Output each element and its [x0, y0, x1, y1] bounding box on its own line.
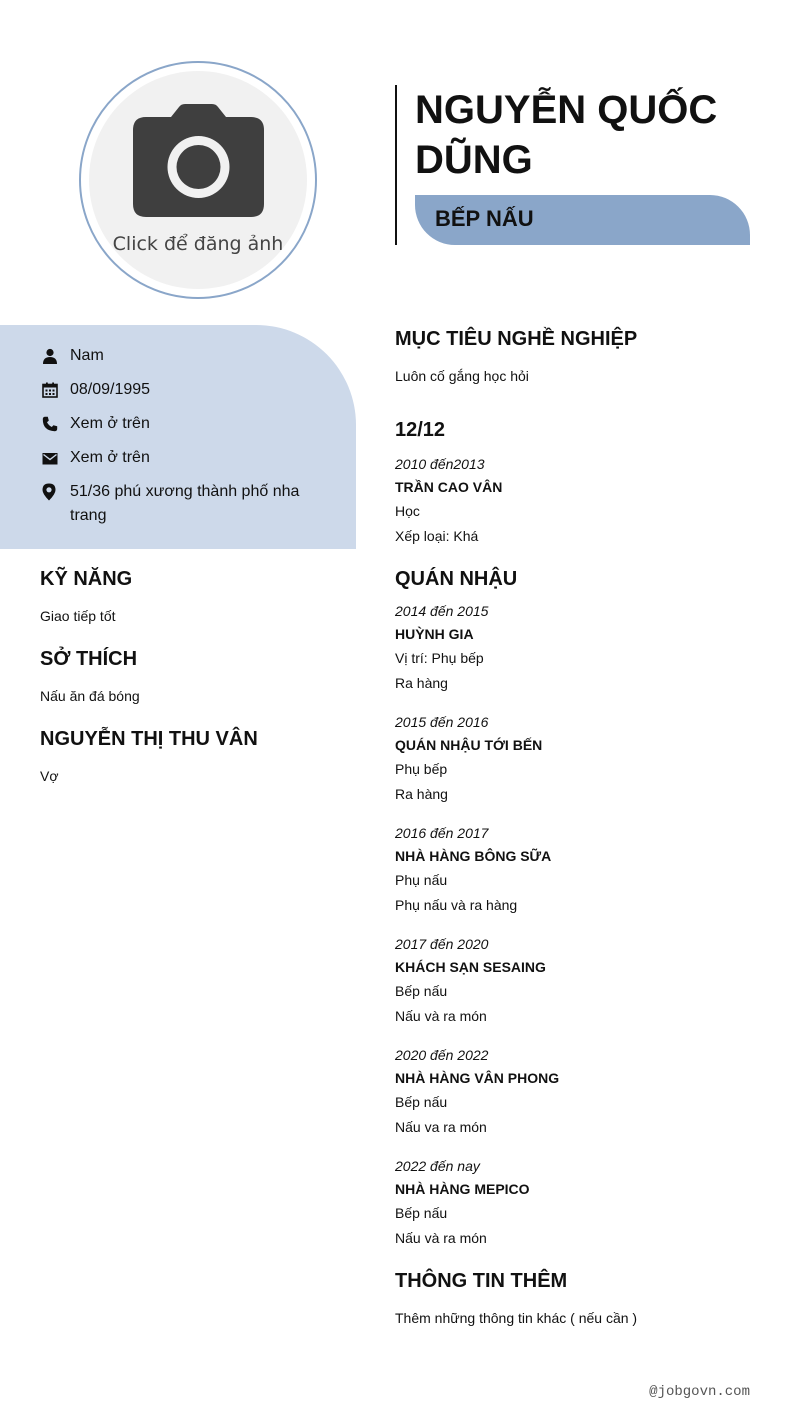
info-phone	[42, 412, 332, 436]
skills-section	[40, 565, 340, 626]
info-phone-text: Xem ở trên	[70, 415, 150, 432]
avatar-upload[interactable]	[89, 71, 307, 289]
experience-org: HUỲNH GIA	[395, 626, 474, 642]
extra-info-section	[395, 1267, 755, 1331]
hobbies-text: Nấu ăn đá bóng	[40, 688, 140, 704]
experience-org: NHÀ HÀNG BÔNG SỮA	[395, 848, 552, 864]
experience-date: 2015 đến 2016	[395, 714, 489, 730]
experience-role: Bếp nấu	[395, 1205, 448, 1221]
education-date: 2010 đến2013	[395, 456, 485, 472]
hobbies-title: SỞ THÍCH	[40, 648, 138, 670]
experience-date: 2016 đến 2017	[395, 825, 489, 841]
experience-item	[395, 600, 755, 696]
experience-item	[395, 1044, 755, 1140]
experience-role: Bếp nấu	[395, 983, 448, 999]
education-title: 12/12	[395, 419, 446, 441]
experience-item	[395, 1155, 755, 1251]
experience-item	[395, 822, 755, 918]
location-icon	[42, 480, 70, 504]
experience-section	[395, 565, 755, 1251]
info-gender	[42, 344, 332, 368]
job-title-banner	[415, 195, 750, 245]
footer-watermark: @jobgovn.com	[649, 1384, 750, 1400]
education-grade: Xếp loại: Khá	[395, 528, 479, 544]
info-address-text: 51/36 phú xương thành phố nha trang	[70, 483, 300, 524]
experience-role: Bếp nấu	[395, 1094, 448, 1110]
avatar-ring	[79, 61, 317, 299]
education-section	[395, 416, 755, 549]
reference-title: NGUYỄN THỊ THU VÂN	[40, 728, 258, 750]
experience-date: 2017 đến 2020	[395, 936, 489, 952]
info-gender-text: Nam	[70, 347, 104, 364]
experience-org: KHÁCH SẠN SESAING	[395, 959, 546, 975]
experience-date: 2014 đến 2015	[395, 603, 489, 619]
full-name: NGUYỄN QUỐC DŨNG	[415, 88, 718, 182]
info-email	[42, 446, 332, 470]
experience-desc: Nấu và ra món	[395, 1230, 487, 1246]
hobbies-section	[40, 645, 340, 706]
info-address	[42, 480, 332, 528]
experience-org: QUÁN NHẬU TỚI BẾN	[395, 737, 543, 753]
mail-icon	[42, 446, 70, 470]
experience-date: 2020 đến 2022	[395, 1047, 489, 1063]
skills-text: Giao tiếp tốt	[40, 608, 116, 624]
experience-title: QUÁN NHẬU	[395, 568, 518, 590]
right-column	[395, 325, 755, 1331]
user-icon	[42, 344, 70, 368]
experience-role: Phụ bếp	[395, 761, 448, 777]
objective-text: Luôn cố gắng học hỏi	[395, 368, 529, 384]
personal-info-panel	[0, 325, 356, 549]
name-block	[395, 85, 755, 245]
calendar-icon	[42, 378, 70, 402]
experience-role: Vị trí: Phụ bếp	[395, 650, 484, 666]
experience-role: Phụ nấu	[395, 872, 448, 888]
objective-title: MỤC TIÊU NGHỀ NGHIỆP	[395, 328, 638, 350]
extra-info-title: THÔNG TIN THÊM	[395, 1270, 568, 1292]
experience-desc: Ra hàng	[395, 675, 448, 691]
skills-title: KỸ NĂNG	[40, 568, 133, 590]
info-birthday	[42, 378, 332, 402]
experience-desc: Ra hàng	[395, 786, 448, 802]
experience-desc: Nấu va ra món	[395, 1119, 487, 1135]
objective-section	[395, 325, 755, 389]
experience-item	[395, 711, 755, 807]
reference-section	[40, 725, 340, 786]
education-school: TRẦN CAO VÂN	[395, 479, 503, 495]
experience-desc: Nấu và ra món	[395, 1008, 487, 1024]
experience-org: NHÀ HÀNG VÂN PHONG	[395, 1070, 560, 1086]
info-birthday-text: 08/09/1995	[70, 381, 151, 398]
education-major: Học	[395, 503, 420, 519]
info-email-text: Xem ở trên	[70, 449, 150, 466]
experience-desc: Phụ nấu và ra hàng	[395, 897, 518, 913]
experience-date: 2022 đến nay	[395, 1158, 480, 1174]
experience-item	[395, 933, 755, 1029]
extra-info-text: Thêm những thông tin khác ( nếu cần )	[395, 1310, 638, 1326]
camera-icon	[133, 103, 264, 218]
avatar-upload-label: Click để đăng ảnh	[112, 233, 284, 255]
experience-org: NHÀ HÀNG MEPICO	[395, 1181, 530, 1197]
left-column	[40, 565, 340, 786]
job-title: BẾP NẤU	[435, 206, 534, 231]
phone-icon	[42, 412, 70, 436]
reference-text: Vợ	[40, 768, 59, 784]
